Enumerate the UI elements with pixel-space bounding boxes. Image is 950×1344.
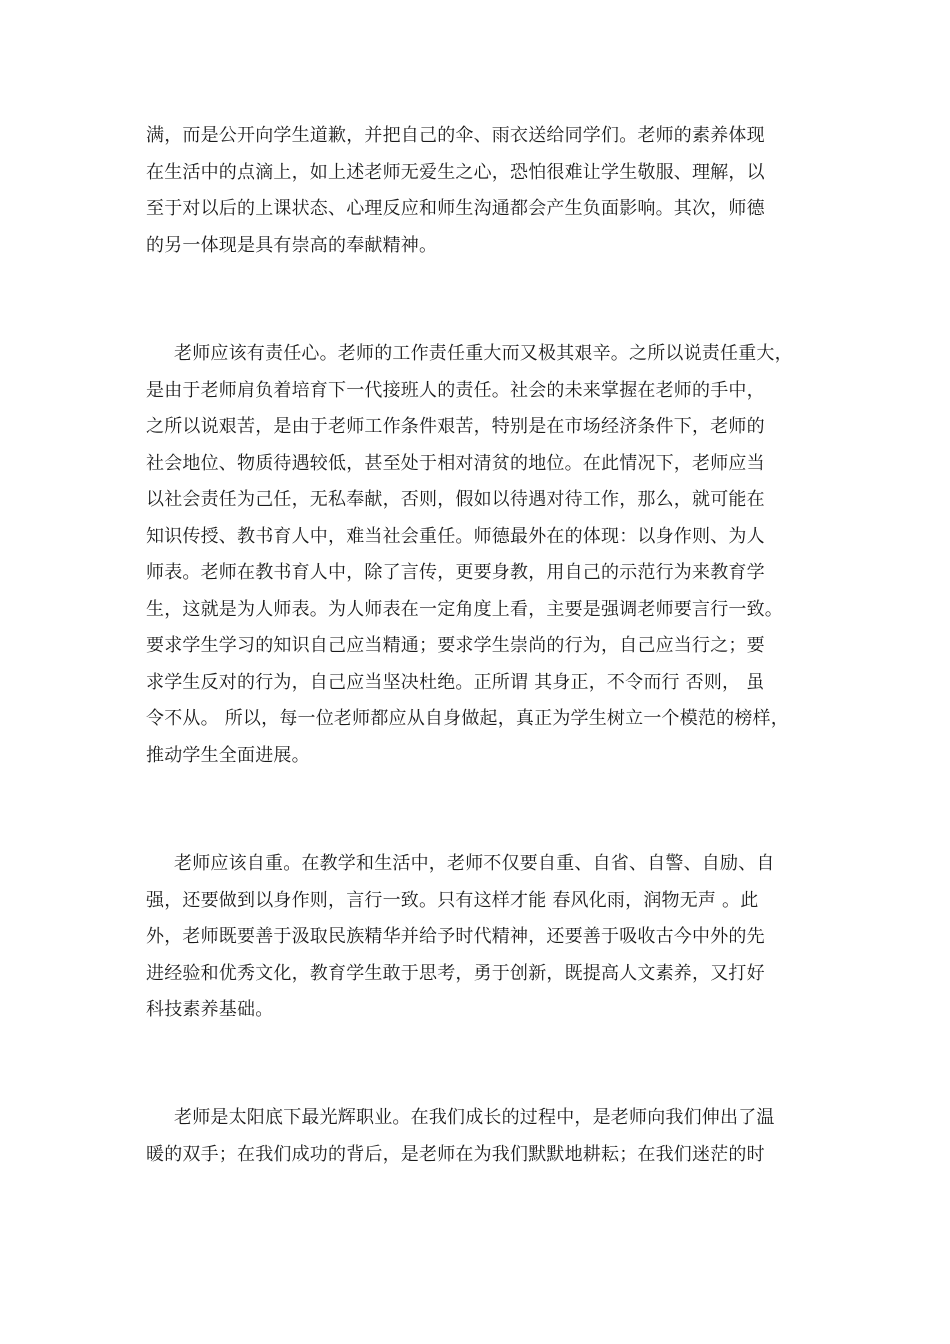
text-line: 推动学生全面进展。 (146, 744, 310, 766)
paragraph-glorious-profession (146, 1100, 826, 1173)
text-line: 进经验和优秀文化，教育学生敢于思考，勇于创新，既提高人文素养，又打好 (146, 962, 765, 984)
text-line: 师表。老师在教书育人中，除了言传，更要身教，用自己的示范行为来教育学 (146, 562, 765, 583)
text-line: 知识传授、教书育人中，难当社会重任。师德最外在的体现：以身作则、为人 (146, 525, 765, 547)
text-line: 强，还要做到以身作则，言行一致。只有这样才能 春风化雨，润物无声 。此 (146, 889, 759, 911)
text-line: 满，而是公开向学生道歉，并把自己的伞、雨衣送给同学们。老师的素养体现 (146, 125, 765, 146)
text-line: 老师应该自重。在教学和生活中，老师不仅要自重、自省、自警、自励、自 (174, 853, 775, 874)
text-line: 暖的双手；在我们成功的背后，是老师在为我们默默地耕耘；在我们迷茫的时 (146, 1143, 765, 1165)
text-line: 在生活中的点滴上，如上述老师无爱生之心，恐怕很难让学生敬服、理解，以 (146, 161, 765, 183)
paragraph-continuation (146, 118, 826, 264)
paragraph-responsibility (146, 336, 826, 774)
text-line: 老师应该有责任心。老师的工作责任重大而又极其艰辛。之所以说责任重大， (174, 343, 793, 364)
text-line: 求学生反对的行为，自己应当坚决杜绝。正所谓 其身正，不令而行 否则， 虽 (146, 671, 765, 693)
text-line: 老师是太阳底下最光辉职业。在我们成长的过程中，是老师向我们伸出了温 (174, 1107, 775, 1128)
text-line: 令不从。 所以，每一位老师都应从自身做起，真正为学生树立一个模范的榜样， (146, 708, 789, 729)
text-line: 以社会责任为己任，无私奉献，否则，假如以待遇对待工作，那么，就可能在 (146, 489, 765, 510)
text-line: 是由于老师肩负着培育下一代接班人的责任。社会的未来掌握在老师的手中， (146, 379, 765, 401)
text-line: 要求学生学习的知识自己应当精通；要求学生崇尚的行为，自己应当行之；要 (146, 635, 765, 656)
text-line: 的另一体现是具有崇高的奉献精神。 (146, 234, 438, 256)
text-line: 生，这就是为人师表。为人师表在一定角度上看，主要是强调老师要言行一致。 (146, 598, 783, 620)
text-line: 至于对以后的上课状态、心理反应和师生沟通都会产生负面影响。其次，师德 (146, 198, 765, 219)
paragraph-self-respect (146, 846, 826, 1029)
text-line: 之所以说艰苦，是由于老师工作条件艰苦，特别是在市场经济条件下，老师的 (146, 416, 765, 437)
text-line: 外，老师既要善于汲取民族精华并给予时代精神，还要善于吸收古今中外的先 (146, 926, 765, 947)
text-line: 科技素养基础。 (146, 999, 274, 1020)
text-line: 社会地位、物质待遇较低，甚至处于相对清贫的地位。在此情况下，老师应当 (146, 452, 765, 474)
